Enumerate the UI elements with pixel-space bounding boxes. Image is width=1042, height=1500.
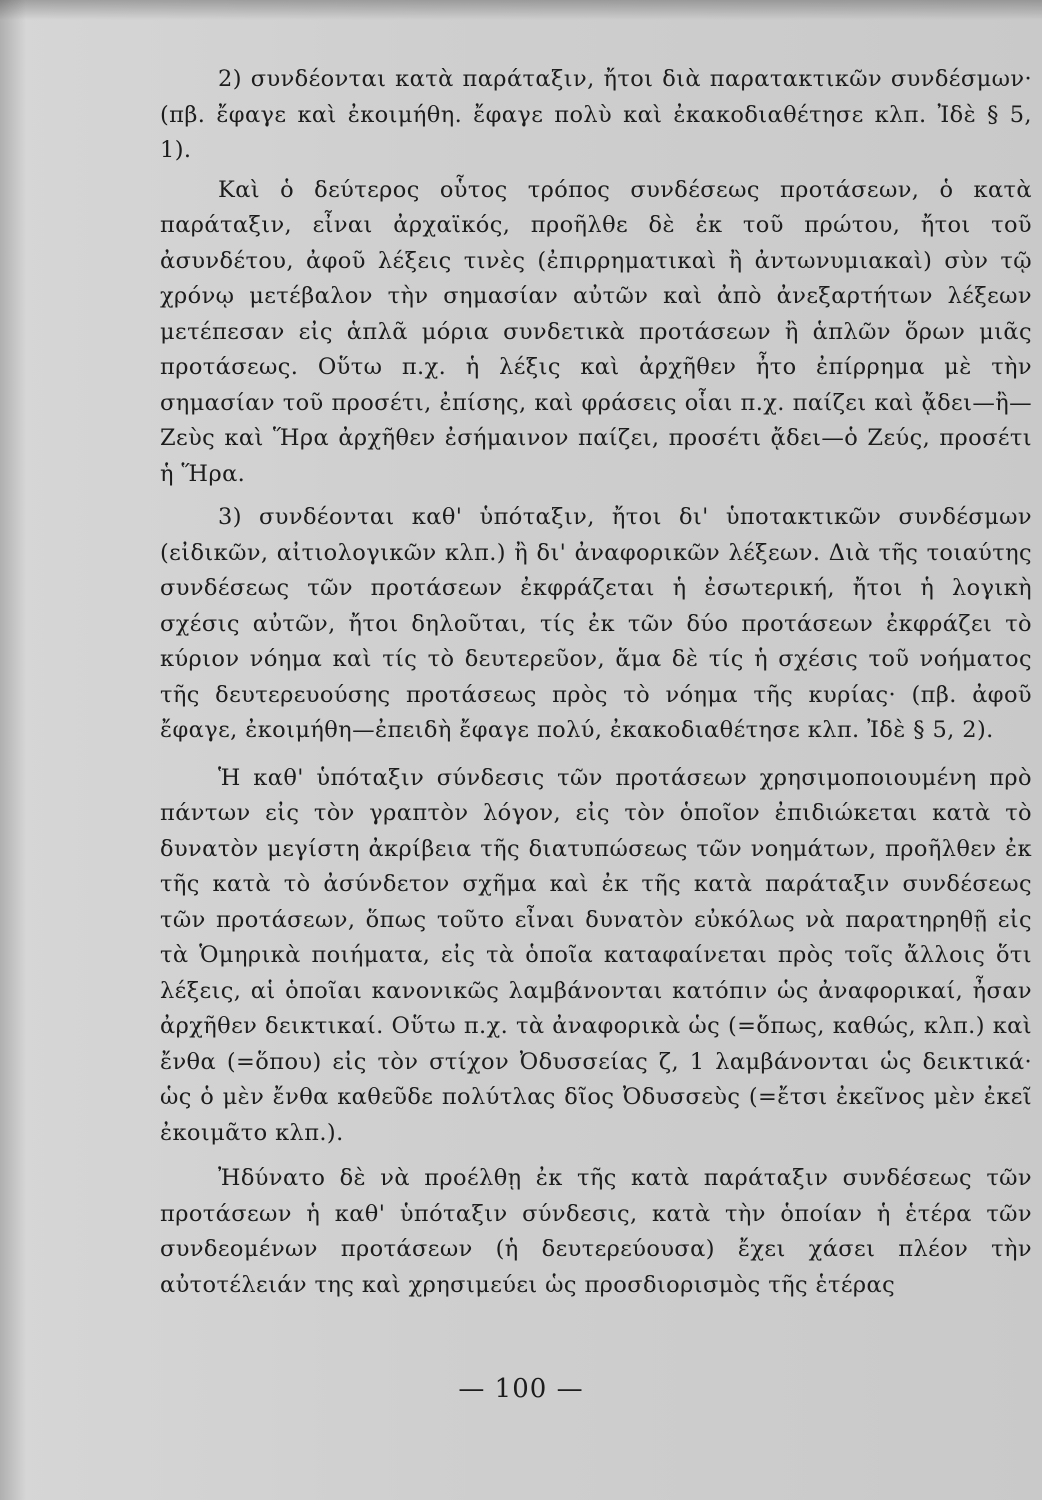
paragraph-hypotaxis-origin: Ἡ καθ' ὑπόταξιν σύνδεσις τῶν προτάσεων χρησιμοποιουμένη πρὸ πάντων εἰς τὸν γραπτὸν λόγον, εἰς τὸν ὁποῖον ἐπιδιώκεται κατὰ τὸ δυνατὸν μεγίστη ἀκρίβεια τῆς διατυπώσεως τῶν νοημάτων, προῆλθεν ἐκ τῆς κατὰ τὸ ἀσύνδετον σχῆμα καὶ ἐκ τῆς κατὰ παράταξιν συνδέσεως τῶν προτάσεων, ὅπως τοῦτο εἶναι δυνατὸν εὐκόλως νὰ παρατηρηθῇ εἰς τὰ Ὁμηρικὰ ποιήματα, εἰς τὰ ὁποῖα καταφαίνεται πρὸς τοῖς ἄλλοις ὅτι λέξεις, αἱ ὁποῖαι κανονικῶς λαμβάνονται κατόπιν ὡς ἀναφορικαί, ἦσαν ἀρχῆθεν δεικτικαί. Οὕτω π.χ. τὰ ἀναφορικὰ ὡς (=ὅπως, καθώς, κλπ.) καὶ ἔνθα (=ὅπου) εἰς τὸν στίχον Ὀδυσσείας ζ, 1 λαμβάνονται ὡς δεικτικά· ὡς ὁ μὲν ἔνθα καθεῦδε πολύτλας δῖος Ὀδυσσεὺς (=ἔτσι ἐκεῖνος μὲν ἐκεῖ ἐκοιμᾶτο κλπ.). — [160, 764, 1032, 1146]
spine-shadow — [0, 0, 26, 1500]
paragraph-archaic-parataxis: Καὶ ὁ δεύτερος οὗτος τρόπος συνδέσεως προτάσεων, ὁ κατὰ παράταξιν, εἶναι ἀρχαϊκός, προῆλθε δὲ ἐκ τοῦ πρώτου, ἤτοι τοῦ ἀσυνδέτου, ἀφοῦ λέξεις τινὲς (ἐπιρρηματικαὶ ἢ ἀντωνυμιακαὶ) σὺν τῷ χρόνῳ μετέβαλον τὴν σημασίαν αὐτῶν καὶ ἀπὸ ἀνεξαρτήτων λέξεων μετέπεσαν εἰς ἁπλᾶ μόρια συνδετικὰ προτάσεων ἢ ἁπλῶν ὅρων μιᾶς προτάσεως. Οὕτω π.χ. ἡ λέξις καὶ ἀρχῆθεν ἦτο ἐπίρρημα μὲ τὴν σημασίαν τοῦ προσέτι, ἐπίσης, καὶ φράσεις οἷαι π.χ. παίζει καὶ ᾄδει—ἢ—Ζεὺς καὶ Ἥρα ἀρχῆθεν ἐσήμαινον παίζει, προσέτι ᾄδει—ὁ Ζεύς, προσέτι ἡ Ἥρα. — [160, 176, 1032, 487]
paragraph-item-2: 2) συνδέονται κατὰ παράταξιν, ἤτοι διὰ παρατακτικῶν συνδέσμων· (πβ. ἔφαγε καὶ ἐκοιμήθη. ἔφαγε πολὺ καὶ ἐκακοδιαθέτησε κλπ. Ἰδὲ § 5, 1). — [160, 66, 1032, 163]
page-number: — 100 — — [458, 1374, 584, 1404]
paragraph-item-3: 3) συνδέονται καθ' ὑπόταξιν, ἤτοι δι' ὑποτακτικῶν συνδέσμων (εἰδικῶν, αἰτιολογικῶν κλπ.) ἢ δι' ἀναφορικῶν λέξεων. Διὰ τῆς τοιαύτης συνδέσεως τῶν προτάσεων ἐκφράζεται ἡ ἐσωτερική, ἤτοι ἡ λογικὴ σχέσις αὐτῶν, ἤτοι δηλοῦται, τίς ἐκ τῶν δύο προτάσεων ἐκφράζει τὸ κύριον νόημα καὶ τίς τὸ δευτερεῦον, ἅμα δὲ τίς ἡ σχέσις τοῦ νοήματος τῆς δευτερευούσης προτάσεως πρὸς τὸ νόημα τῆς κυρίας· (πβ. ἀφοῦ ἔφαγε, ἐκοιμήθη—ἐπειδὴ ἔφαγε πολύ, ἐκακοδιαθέτησε κλπ. Ἰδὲ § 5, 2). — [160, 504, 1032, 743]
top-edge-shadow — [0, 0, 1042, 20]
body-text — [160, 62, 1032, 1307]
paragraph-continuation: Ἠδύνατο δὲ νὰ προέλθῃ ἐκ τῆς κατὰ παράταξιν συνδέσεως τῶν προτάσεων ἡ καθ' ὑπόταξιν σύνδεσις, κατὰ τὴν ὁποίαν ἡ ἑτέρα τῶν συνδεομένων προτάσεων (ἡ δευτερεύουσα) ἔχει χάσει πλέον τὴν αὐτοτέλειάν της καὶ χρησιμεύει ὡς προσδιορισμὸς τῆς ἑτέρας — [160, 1165, 1032, 1298]
